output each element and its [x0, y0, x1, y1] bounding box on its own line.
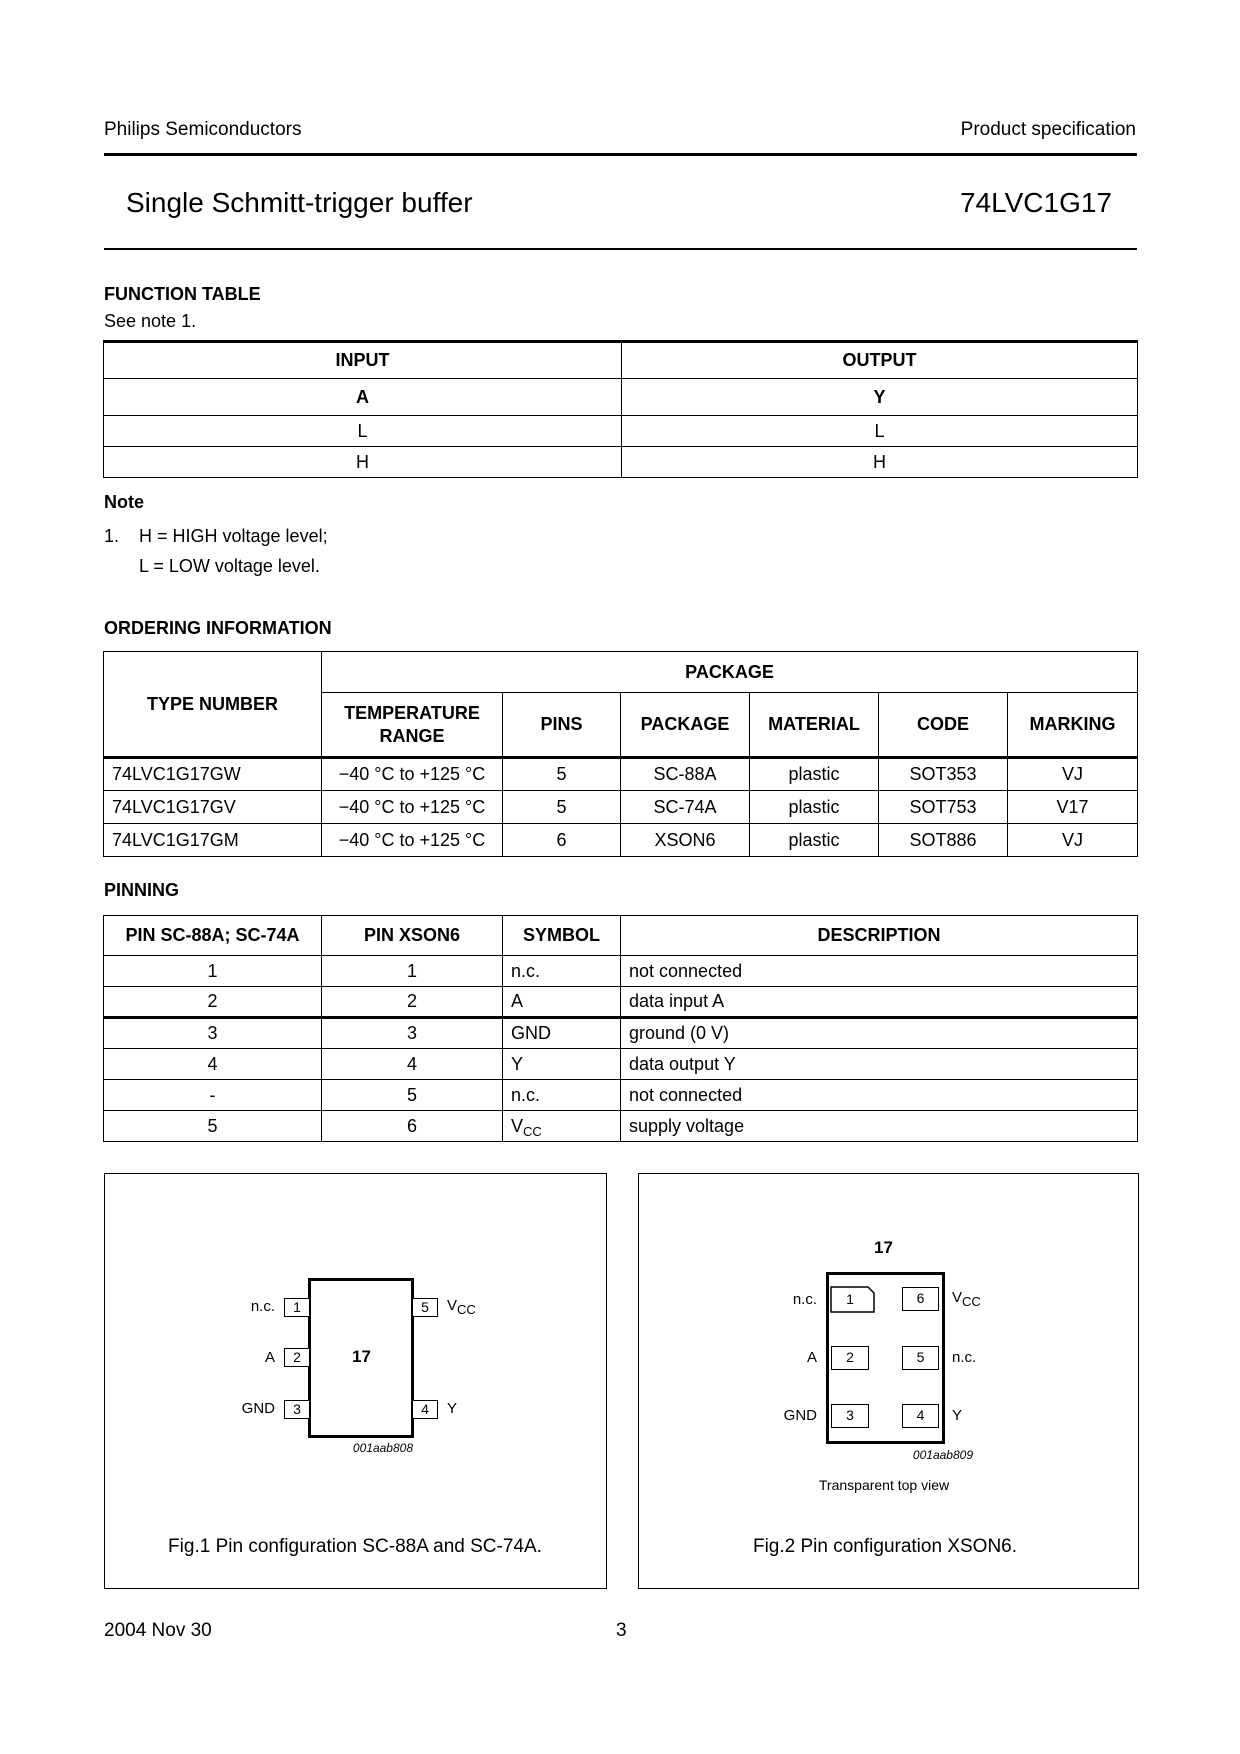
symbol-cell: n.c.: [503, 956, 621, 987]
fig2-label-a: A: [806, 1349, 817, 1366]
code-cell: SOT886: [879, 824, 1008, 857]
package-cell: XSON6: [621, 824, 750, 857]
type-number-cell: 74LVC1G17GV: [104, 791, 322, 824]
table-row: [104, 1018, 1138, 1049]
symbol-cell: GND: [503, 1018, 621, 1049]
marking-cell: VJ: [1008, 758, 1138, 791]
fig2-label-vcc-sub: CC: [962, 1294, 981, 1309]
fig1-label-nc: n.c.: [250, 1298, 275, 1315]
document-type: Product specification: [960, 119, 1136, 140]
fig2-label-y: Y: [952, 1407, 963, 1424]
fig2-view-note: Transparent top view: [818, 1477, 950, 1493]
output-cell: H: [622, 447, 1138, 478]
fig2-pin-4: 4: [902, 1404, 939, 1428]
package-cell: SC-74A: [621, 791, 750, 824]
symbol-cell: n.c.: [503, 1080, 621, 1111]
note-heading: Note: [104, 492, 144, 512]
function-table-group-header-row: [104, 342, 1138, 379]
pins-cell: 6: [503, 824, 621, 857]
code-cell: SOT753: [879, 791, 1008, 824]
part-number: 74LVC1G17: [959, 187, 1112, 218]
title-rule: [104, 248, 1137, 250]
symbol-cell: Y: [503, 1049, 621, 1080]
pin-sc-cell: 3: [104, 1018, 322, 1049]
symbol-main: V: [511, 1115, 524, 1136]
note-line-low: L = LOW voltage level.: [139, 556, 320, 576]
header-rule: [104, 153, 1137, 156]
description-cell: supply voltage: [621, 1111, 1138, 1142]
material-cell: plastic: [750, 824, 879, 857]
note-line-high: H = HIGH voltage level;: [139, 526, 328, 546]
fig2-marking: 17: [874, 1238, 893, 1257]
temperature-range-header: [322, 693, 503, 758]
fig1-pin-2: 2: [284, 1348, 310, 1367]
temperature-cell: −40 °C to +125 °C: [322, 824, 503, 857]
pins-cell: 5: [503, 758, 621, 791]
fig1-caption: Fig.1 Pin configuration SC-88A and SC-74A.: [168, 1536, 542, 1557]
function-table-column-header-row: [104, 379, 1138, 416]
fig1-pin-4: 4: [412, 1400, 438, 1419]
note-number: 1.: [104, 526, 120, 546]
package-header: PACKAGE: [621, 693, 750, 758]
fig2-label-vcc-main: V: [952, 1289, 963, 1306]
ordering-info-heading: ORDERING INFORMATION: [104, 618, 332, 638]
pins-header: PINS: [503, 693, 621, 758]
fig2-pin-2: 2: [831, 1346, 869, 1370]
temperature-header-line1: TEMPERATURE: [344, 702, 480, 723]
company-name: Philips Semiconductors: [104, 119, 302, 140]
code-header: CODE: [879, 693, 1008, 758]
material-header: MATERIAL: [750, 693, 879, 758]
table-row: [104, 1080, 1138, 1111]
table-row: [104, 824, 1138, 857]
type-number-cell: 74LVC1G17GM: [104, 824, 322, 857]
fig2-pin-5: 5: [902, 1346, 939, 1370]
fig2-label-nc-5: n.c.: [952, 1349, 977, 1366]
fig2-figure-id: 001aab809: [912, 1448, 973, 1462]
pin-sc-cell: 1: [104, 956, 322, 987]
pin-xson-cell: 1: [322, 956, 503, 987]
table-row: [104, 758, 1138, 791]
pinning-heading: PINNING: [104, 880, 180, 900]
description-cell: data input A: [621, 987, 1138, 1018]
column-header-a: A: [104, 379, 622, 416]
description-cell: not connected: [621, 1080, 1138, 1111]
pin-sc-cell: 4: [104, 1049, 322, 1080]
description-header: DESCRIPTION: [621, 916, 1138, 956]
pinning-header-row: [104, 916, 1138, 956]
marking-cell: VJ: [1008, 824, 1138, 857]
temperature-header-line2: RANGE: [379, 725, 445, 746]
temperature-cell: −40 °C to +125 °C: [322, 758, 503, 791]
marking-cell: V17: [1008, 791, 1138, 824]
ordering-table: [103, 651, 1138, 857]
fig1-figure-id: 001aab808: [352, 1441, 413, 1455]
function-table: [103, 340, 1138, 478]
fig1-label-vcc-main: V: [447, 1297, 458, 1314]
symbol-cell: A: [503, 987, 621, 1018]
type-number-header: TYPE NUMBER: [104, 652, 322, 758]
fig1-label-a: A: [264, 1349, 275, 1366]
material-cell: plastic: [750, 791, 879, 824]
page-title: Single Schmitt-trigger buffer: [126, 187, 473, 218]
fig1-marking: 17: [352, 1347, 371, 1366]
pin-sc-cell: 5: [104, 1111, 322, 1142]
fig1-label-y: Y: [447, 1400, 458, 1417]
table-row: [104, 1049, 1138, 1080]
symbol-cell: [503, 1111, 621, 1142]
symbol-header: SYMBOL: [503, 916, 621, 956]
ordering-group-header-row: [104, 652, 1138, 693]
pin-xson-cell: 4: [322, 1049, 503, 1080]
table-row: [104, 447, 1138, 478]
fig2-caption: Fig.2 Pin configuration XSON6.: [752, 1536, 1018, 1557]
fig2-label-nc-1: n.c.: [792, 1291, 817, 1308]
table-row: [104, 416, 1138, 447]
fig2-pin-6: 6: [902, 1287, 939, 1311]
fig2-label-vcc: [952, 1289, 981, 1307]
table-row: [104, 1111, 1138, 1142]
fig1-pin-1: 1: [284, 1298, 310, 1317]
pins-cell: 5: [503, 791, 621, 824]
fig2-pin-3: 3: [831, 1404, 869, 1428]
fig1-label-gnd: GND: [241, 1400, 275, 1417]
page-number: 3: [616, 1620, 627, 1641]
table-row: [104, 956, 1138, 987]
fig1-pin-5: 5: [412, 1298, 438, 1317]
type-number-cell: 74LVC1G17GW: [104, 758, 322, 791]
pin-sc-header: PIN SC-88A; SC-74A: [104, 916, 322, 956]
fig1-pin-3: 3: [284, 1400, 310, 1419]
symbol-subscript: CC: [523, 1123, 542, 1139]
input-group-header: INPUT: [104, 342, 622, 379]
package-group-header: PACKAGE: [322, 652, 1138, 693]
description-cell: data output Y: [621, 1049, 1138, 1080]
input-cell: H: [104, 447, 622, 478]
description-cell: not connected: [621, 956, 1138, 987]
table-row: [104, 987, 1138, 1018]
pin-xson-cell: 3: [322, 1018, 503, 1049]
fig1-label-vcc-sub: CC: [457, 1302, 476, 1317]
temperature-cell: −40 °C to +125 °C: [322, 791, 503, 824]
code-cell: SOT353: [879, 758, 1008, 791]
fig2-label-gnd: GND: [783, 1407, 817, 1424]
material-cell: plastic: [750, 758, 879, 791]
pin-xson-cell: 6: [322, 1111, 503, 1142]
package-cell: SC-88A: [621, 758, 750, 791]
pin-sc-cell: 2: [104, 987, 322, 1018]
function-table-heading: FUNCTION TABLE: [104, 284, 261, 304]
function-table-subtitle: See note 1.: [104, 311, 197, 331]
output-group-header: OUTPUT: [622, 342, 1138, 379]
footer-date: 2004 Nov 30: [104, 1620, 212, 1641]
pin-sc-cell: -: [104, 1080, 322, 1111]
fig2-pin-1: 1: [846, 1291, 854, 1307]
column-header-y: Y: [622, 379, 1138, 416]
pin-xson-cell: 2: [322, 987, 503, 1018]
pin-xson-cell: 5: [322, 1080, 503, 1111]
input-cell: L: [104, 416, 622, 447]
fig1-label-vcc: [447, 1297, 476, 1315]
marking-header: MARKING: [1008, 693, 1138, 758]
output-cell: L: [622, 416, 1138, 447]
description-cell: ground (0 V): [621, 1018, 1138, 1049]
pinning-table: [103, 915, 1138, 1142]
table-row: [104, 791, 1138, 824]
pin-xson-header: PIN XSON6: [322, 916, 503, 956]
